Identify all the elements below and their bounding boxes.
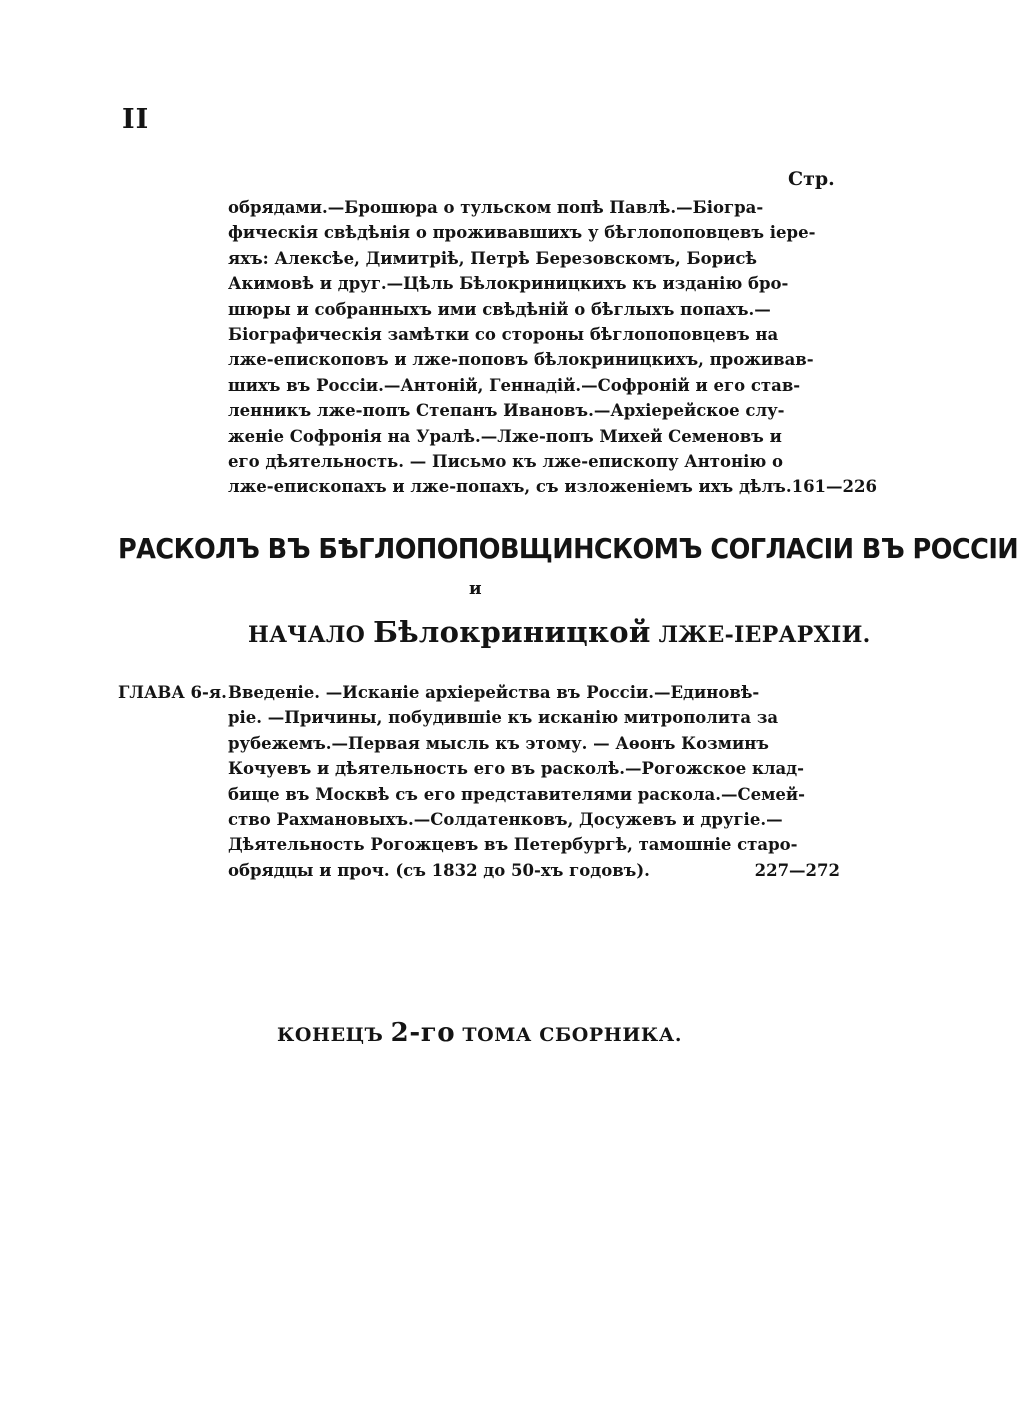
toc-entry-line: фическія свѣдѣнія о проживавшихъ у бѣглопоповцевъ iере- (228, 223, 816, 243)
toc-entry-line: женіе Софронія на Уралѣ.—Лже-попъ Михей Семеновъ и (228, 426, 782, 446)
toc-entry-line: лже-епископахъ и лже-попахъ, съ изложеніемъ ихъ дѣлъ. (228, 477, 792, 497)
toc-entry-continued (228, 195, 877, 500)
toc-page-range: 161—226 (791, 477, 877, 497)
toc-entry-chapter-6 (228, 680, 840, 883)
page-column-header: Стр. (788, 168, 835, 190)
toc-entry-line: рубежемъ.—Первая мысль къ этому. — Аѳонъ Козминъ (228, 733, 769, 753)
toc-entry-line: его дѣятельность. — Письмо къ лже-епископу Антонію о (228, 452, 784, 472)
chapter-label: ГЛАВА 6-я. (118, 683, 227, 702)
toc-entry-last-line (228, 858, 840, 883)
toc-entry-line: шюры и собранныхъ ими свѣдѣній о бѣглыхъ попахъ.— (228, 299, 771, 319)
section-subtitle-prefix: НАЧАЛО (248, 622, 366, 648)
toc-entry-line: лже-епископовъ и лже-поповъ бѣлокриницкихъ, проживав- (228, 350, 814, 370)
end-note-prefix: КОНЕЦЪ (277, 1024, 384, 1046)
toc-page-range: 227—272 (754, 860, 840, 880)
toc-entry-line: Акимовѣ и друг.—Цѣль Бѣлокриницкихъ къ изданію бро- (228, 274, 789, 294)
page-number: II (122, 104, 150, 135)
toc-entry-line: Введеніе. —Исканіе архіерейства въ Россіи.—Единовѣ- (228, 683, 760, 702)
section-subtitle-suffix: ЛЖЕ-ІЕРАРХІИ. (658, 622, 871, 648)
toc-entry-line: ленникъ лже-попъ Степанъ Ивановъ.—Архіерейское слу- (228, 401, 785, 421)
toc-entry-line: ріе. —Причины, побудившіе къ исканію митрополита за (228, 708, 779, 728)
toc-entry-line: Дѣятельность Рогожцевъ въ Петербургѣ, тамошніе старо- (228, 835, 798, 855)
section-title: РАСКОЛЪ ВЪ БѢГЛОПОПОВЩИНСКОМЪ СОГЛАСІИ ВЪ РОССІИ (118, 533, 1018, 565)
section-subtitle (248, 615, 871, 649)
volume-end-note (277, 1018, 682, 1048)
toc-entry-line: яхъ: Алексѣе, Димитріѣ, Петрѣ Березовскомъ, Борисѣ (228, 248, 758, 268)
toc-entry-line: обрядами.—Брошюра о тульском попѣ Павлѣ.—Біогра- (228, 198, 764, 217)
toc-entry-line: Кочуевъ и дѣятельность его въ расколѣ.—Рогожское клад- (228, 759, 805, 779)
toc-entry-line: шихъ въ Россіи.—Антоній, Геннадій.—Софроній и его став- (228, 375, 801, 395)
end-note-volume: 2-го (390, 1018, 456, 1048)
end-note-suffix: ТОМА СБОРНИКА. (462, 1024, 683, 1046)
toc-entry-last-line (228, 474, 877, 499)
toc-entry-line: бище въ Москвѣ съ его представителями раскола.—Семей- (228, 784, 806, 804)
section-subtitle-emphasis: Бѣлокриницкой (373, 615, 651, 649)
section-conjunction: и (469, 579, 482, 599)
toc-entry-line: Біографическія замѣтки со стороны бѣглопоповцевъ на (228, 325, 779, 345)
toc-entry-line: ство Рахмановыхъ.—Солдатенковъ, Досужевъ и другіе.— (228, 810, 783, 830)
toc-entry-line: обрядцы и проч. (съ 1832 до 50-хъ годовъ). (228, 860, 650, 880)
